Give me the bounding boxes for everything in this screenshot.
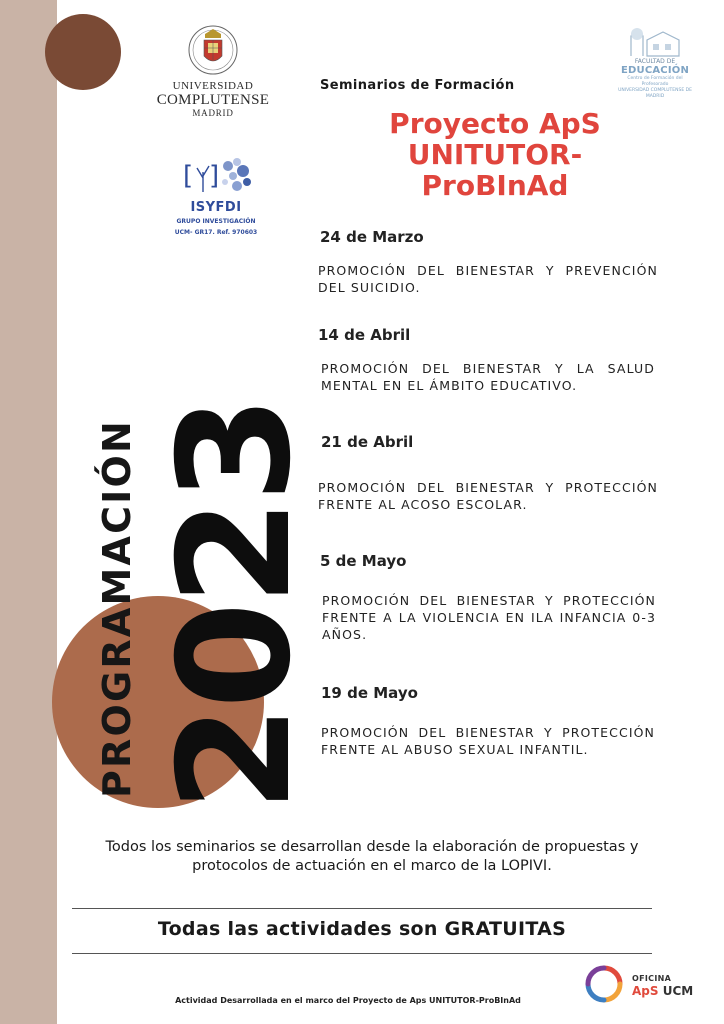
oficina-aps: ApS: [632, 984, 659, 998]
event-description: PROMOCIÓN DEL BIENESTAR Y LA SALUD MENTAL EN EL ÁMBITO EDUCATIVO.: [321, 361, 655, 393]
oficina-aps-logo: [584, 964, 704, 1008]
ucm-logo: [155, 22, 271, 118]
seminarios-label: Seminarios de Formación: [320, 78, 515, 93]
oficina-ucm: UCM: [662, 984, 694, 998]
svg-text:]: ]: [209, 161, 220, 191]
year-vertical-text: 2023: [146, 399, 325, 812]
left-decorative-strip: [0, 0, 57, 1024]
event-item: [318, 228, 658, 296]
oficina-name: [632, 984, 693, 998]
event-item: [318, 326, 658, 394]
oficina-aps-icon: [584, 964, 624, 1004]
educacion-name: EDUCACIÓN: [620, 65, 690, 76]
ucm-name-line2: COMPLUTENSE: [156, 92, 270, 108]
event-description: PROMOCIÓN DEL BIENESTAR Y PREVENCIÓN DEL SUICIDIO.: [318, 263, 658, 295]
educacion-small: FACULTAD DE: [634, 58, 676, 65]
educacion-sub1: Centro de Formación del Profesorado: [627, 76, 683, 87]
programacion-vertical-text: PROGRAMACIÓN: [95, 418, 139, 798]
title-line2: UNITUTOR-: [407, 138, 583, 171]
seminar-note: Todos los seminarios se desarrollan desde la elaboración de propuestas y protocolos de actuación en el marco de la LOPIVI.: [105, 839, 639, 874]
event-date: 19 de Mayo: [321, 684, 418, 702]
isyfdi-sub2: UCM- GR17. Ref. 970603: [174, 229, 258, 236]
event-description: PROMOCIÓN DEL BIENESTAR Y PROTECCIÓN FRENTE AL ABUSO SEXUAL INFANTIL.: [321, 725, 655, 757]
event-item: [318, 433, 658, 513]
page-title: [300, 108, 690, 201]
divider-top: [72, 908, 652, 909]
event-date: 14 de Abril: [318, 326, 411, 344]
event-item: [318, 684, 658, 758]
oficina-label: OFICINA: [632, 974, 672, 983]
free-activities-banner: Todas las actividades son GRATUITAS: [157, 918, 567, 940]
isyfdi-logo: [160, 152, 272, 237]
title-line1: Proyecto ApS: [389, 107, 601, 140]
event-date: 24 de Marzo: [320, 228, 424, 246]
ucm-name-line1: UNIVERSIDAD: [172, 80, 254, 92]
event-date: 21 de Abril: [321, 433, 414, 451]
educacion-building-icon: [625, 22, 685, 58]
top-decorative-circle: [45, 14, 121, 90]
isyfdi-sub1: GRUPO INVESTIGACIÓN: [176, 218, 256, 225]
title-line3: ProBInAd: [421, 169, 569, 202]
educacion-logo: [614, 22, 696, 100]
ucm-seal-icon: [187, 22, 239, 78]
event-description: PROMOCIÓN DEL BIENESTAR Y PROTECCIÓN FRENTE AL ACOSO ESCOLAR.: [318, 480, 658, 512]
event-date: 5 de Mayo: [320, 552, 407, 570]
educacion-sub2: UNIVERSIDAD COMPLUTENSE DE MADRID: [618, 88, 692, 99]
isyfdi-name: ISYFDI: [190, 200, 242, 215]
svg-text:[: [: [183, 161, 194, 191]
event-item: [318, 552, 658, 643]
divider-bottom: [72, 953, 652, 954]
isyfdi-tree-icon: [173, 152, 259, 200]
event-description: PROMOCIÓN DEL BIENESTAR Y PROTECCIÓN FRENTE A LA VIOLENCIA EN ILA INFANCIA 0-3 AÑOS.: [322, 593, 656, 642]
footer-text: Actividad Desarrollada en el marco del Proyecto de Aps UNITUTOR-ProBInAd: [175, 996, 521, 1005]
ucm-name-line3: MADRID: [192, 108, 234, 118]
